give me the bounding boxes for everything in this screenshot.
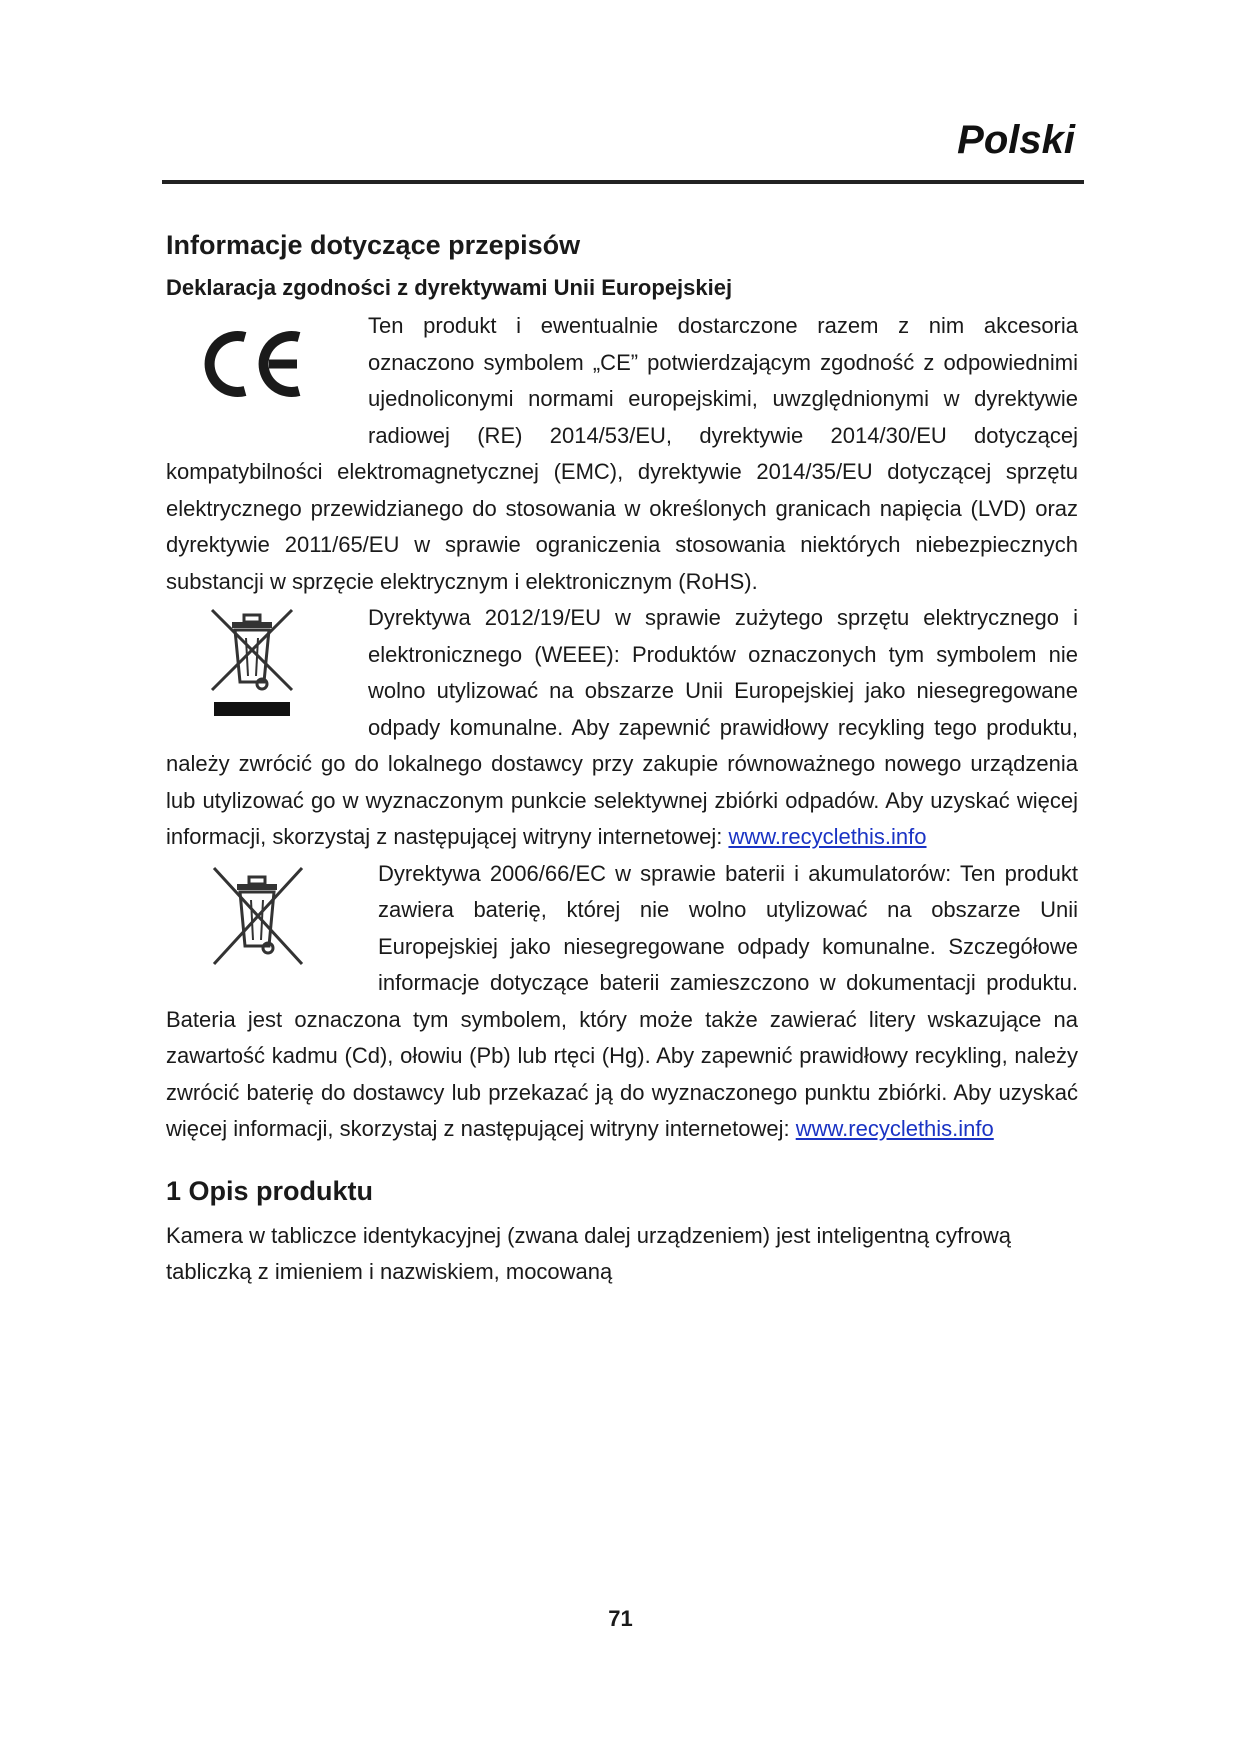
eu-declaration-block xyxy=(166,308,1078,600)
eu-declaration-text: Ten produkt i ewentualnie dostarczone razem z nim akcesoria oznaczono symbolem „CE” potwierdzającym zgodność z odpowiednimi ujednoliconymi normami europejskimi, uwzględnionymi w dyrektywie radiowej (RE) 2014/53/EU, dyrektywie 2014/30/EU dotyczącej kompatybilności elektromagnetycznej (EMC), dyrektywie 2014/35/EU dotyczącej sprzętu elektrycznego przewidzianego do stosowania w określonych granicach napięcia (LVD) oraz dyrektywie 2011/65/EU w sprawie ograniczenia stosowania niektórych niebezpiecznych substancji w sprzęcie elektrycznym i elektronicznym (RoHS). xyxy=(166,313,1078,594)
battery-body-text: Ten produkt zawiera baterię, której nie wolno utylizować na obszarze Unii Europejskiej jako niesegregowane odpady komunalne. Szczegółowe informacje dotyczące baterii zamieszczono w dokumentacji produktu. Bateria jest oznaczona tym symbolem, który może także zawierać litery wskazujące na zawartość kadmu (Cd), ołowiu (Pb) lub rtęci (Hg). Aby zapewnić prawidłowy recykling, należy zwrócić baterię do dostawcy lub przekazać ją do wyznaczonego punktu zbiórki. Aby uzyskać więcej informacji, skorzystaj z następującej witryny internetowej: xyxy=(166,860,1079,1141)
language-title: Polski xyxy=(957,118,1075,162)
weee-heading-text: Dyrektywa 2012/19/EU w sprawie zużytego sprzętu elektrycznego i elektronicznego (WEEE): xyxy=(368,605,1078,667)
product-heading: 1 Opis produktu xyxy=(166,1175,374,1206)
page-number: 71 xyxy=(608,1606,633,1631)
crossed-bin-icon xyxy=(166,600,338,740)
battery-block xyxy=(166,856,1078,1148)
page-content xyxy=(166,228,1078,1291)
regulatory-heading: Informacje dotyczące przepisów xyxy=(166,230,581,260)
battery-recycle-link[interactable]: www.recyclethis.info xyxy=(795,1116,994,1141)
product-description xyxy=(166,1218,1078,1291)
product-description-text: Kamera w tabliczce identykacyjnej (zwana dalej urządzeniem) jest inteligentną cyfrową tabliczką z imieniem i nazwiskiem, mocowaną xyxy=(166,1222,1011,1284)
header-rule xyxy=(162,180,1084,184)
crossed-bin-battery-icon xyxy=(166,856,348,988)
eu-declaration-subheading: Deklaracja zgodności z dyrektywami Unii Europejskiej xyxy=(166,275,733,300)
weee-recycle-link[interactable]: www.recyclethis.info xyxy=(728,824,927,849)
weee-body-text: Produktów oznaczonych tym symbolem nie wolno utylizować na obszarze Unii Europejskiej jako niesegregowane odpady komunalne. Aby zapewnić prawidłowy recykling tego produktu, należy zwrócić go do lokalnego dostawcy przy zakupie równoważnego nowego urządzenia lub utylizować go w wyznaczonym punkcie selektywnej zbiórki odpadów. Aby uzyskać więcej informacji, skorzystaj z następującej witryny internetowej: xyxy=(166,641,1078,849)
weee-block xyxy=(166,600,1078,856)
battery-heading-text: Dyrektywa 2006/66/EC w sprawie baterii i akumulatorów: xyxy=(378,860,952,886)
ce-mark-icon xyxy=(166,308,338,420)
